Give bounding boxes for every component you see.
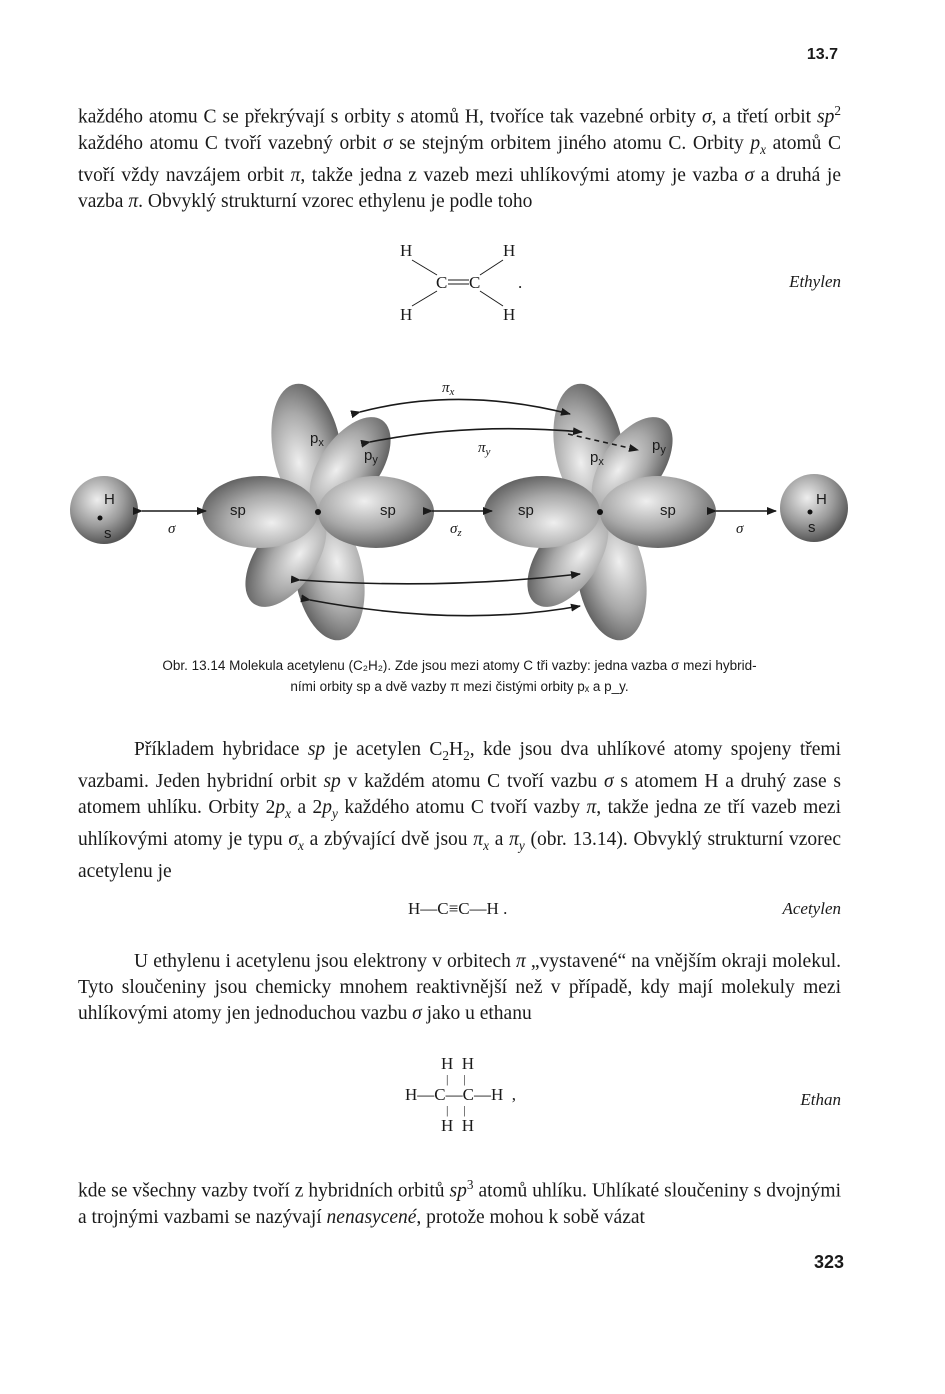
ethane-row-bottom: H H — [441, 1116, 475, 1135]
atom-h-top-right: H — [503, 241, 516, 260]
label-s-left: s — [104, 525, 112, 542]
label-py-left: $p_y$ — [364, 447, 378, 466]
label-sp: sp — [380, 502, 396, 519]
ethylene-formula — [390, 238, 540, 326]
label-sigma-z: $\sigma_z$ — [450, 521, 462, 539]
pi-y-arrow — [370, 429, 582, 442]
ethylene-period: . — [518, 273, 523, 292]
orbital-lobe — [600, 476, 716, 548]
ethane-row-top: H H — [441, 1054, 475, 1073]
paragraph-1 — [78, 98, 841, 215]
section-number: 13.7 — [806, 46, 838, 63]
figure-caption — [78, 655, 841, 697]
label-pi-y: $\pi_y$ — [478, 440, 491, 458]
ethane-vertical-bonds: | | — [446, 1072, 466, 1086]
paragraph-4-text: kde se všechny vazby tvoří z hybridních orbitů $sp^3$ atomů uhlíku. Uhlíkaté sloučeniny s dvojnými a trojnými vazbami se nazývají nenasycené, protože mohou k sobě vázat — [78, 1177, 841, 1228]
orbital-lobe — [202, 476, 318, 548]
ethane-comma: , — [511, 1085, 516, 1104]
atom-c-right: C — [469, 273, 481, 292]
label-py-right: $p_y$ — [652, 437, 666, 456]
caption-line-2: ními orbity sp a dvě vazby π mezi čistými orbity pₓ a p_y. — [290, 679, 629, 694]
acetylene-orbital-figure — [60, 370, 860, 650]
bond-line — [412, 291, 437, 306]
ethane-row-middle — [405, 1084, 555, 1105]
hydrogen-nucleus — [808, 510, 813, 515]
atom-c-left: C — [436, 273, 448, 292]
label-h-right: H — [816, 491, 827, 508]
carbon-nucleus — [597, 509, 603, 515]
bond-line — [480, 291, 503, 306]
label-sp: sp — [660, 502, 676, 519]
pi-x-arrow — [360, 399, 570, 414]
atom-h-top-left: H — [400, 241, 413, 260]
ethane-vertical-bonds: | | — [446, 1103, 466, 1117]
bond-line — [480, 260, 503, 275]
label-pi-x: $\pi_x$ — [442, 380, 455, 398]
label-h-left: H — [104, 491, 115, 508]
label-sigma-right: σ — [736, 521, 744, 537]
paragraph-1-text: každého atomu C se překrývají s orbity s atomů H, tvoříce tak vazebné orbity σ, a třetí orbit $sp^2$ každého atomu C tvoří vazebný orbit σ se stejným orbitem jiného atomu C. Orbity $p_x$ atomů C tvoří vždy navzájem orbit π, takže jedna z vazeb mezi uhlíkovými atomy je vazba σ a druhá je vazba π. Obvyklý strukturní vzorec ethylenu je podle toho — [78, 103, 841, 212]
label-px-right: $p_x$ — [590, 449, 604, 468]
orbital-lobe — [318, 476, 434, 548]
paragraph-3 — [78, 949, 841, 1028]
caption-line-1: Obr. 13.14 Molekula acetylenu (C₂H₂). Zde jsou mezi atomy C tři vazby: jedna vazba σ mezi hybrid- — [162, 658, 757, 673]
paragraph-2 — [78, 737, 841, 886]
label-sp: sp — [230, 502, 246, 519]
acetylene-label: Acetylen — [782, 899, 841, 918]
ethane-label: Ethan — [800, 1090, 841, 1109]
page-number: 323 — [813, 1252, 844, 1272]
hydrogen-nucleus — [98, 516, 103, 521]
ethane-chain: H—C—C—H — [405, 1085, 504, 1104]
label-px-left: $p_x$ — [310, 430, 324, 449]
label-sigma-left: σ — [168, 521, 176, 537]
ethane-formula — [405, 1053, 555, 1136]
atom-h-bottom-left: H — [400, 305, 413, 324]
label-s-right: s — [808, 519, 816, 536]
ethylene-label: Ethylen — [789, 272, 841, 291]
acetylene-formula: H—C≡C—H . — [408, 899, 508, 918]
label-sp: sp — [518, 502, 534, 519]
carbon-nucleus — [315, 509, 321, 515]
bond-line — [412, 260, 437, 275]
paragraph-4 — [78, 1172, 841, 1231]
paragraph-2-text: Příkladem hybridace sp je acetylen $C_2H_2$, kde jsou dva uhlíkové atomy spojeny třemi vazbami. Jeden hybridní orbit sp v každém atomu C tvoří vazbu σ s atomem H a druhý zase s atomem uhlíku. Orbity $2p_x$ a $2p_y$ každého atomu C tvoří vazby π, takže jedna ze tří vazeb mezi uhlíkovými atomy je typu $\sigma_x$ a zbývající dvě jsou $\pi_x$ a $\pi_y$ (obr. 13.14). Obvyklý strukturní vzorec acetylenu je — [78, 739, 841, 883]
orbital-lobe — [484, 476, 600, 548]
paragraph-3-text: U ethylenu i acetylenu jsou elektrony v orbitech π „vystavené“ na vnějším okraji molekul. Tyto sloučeniny jsou chemicky mnohem reaktivnější než v případě, kdy mají molekuly mezi uhlíkovými atomy jen jednoduchou vazbu σ jako u ethanu — [78, 951, 841, 1025]
atom-h-bottom-right: H — [503, 305, 516, 324]
